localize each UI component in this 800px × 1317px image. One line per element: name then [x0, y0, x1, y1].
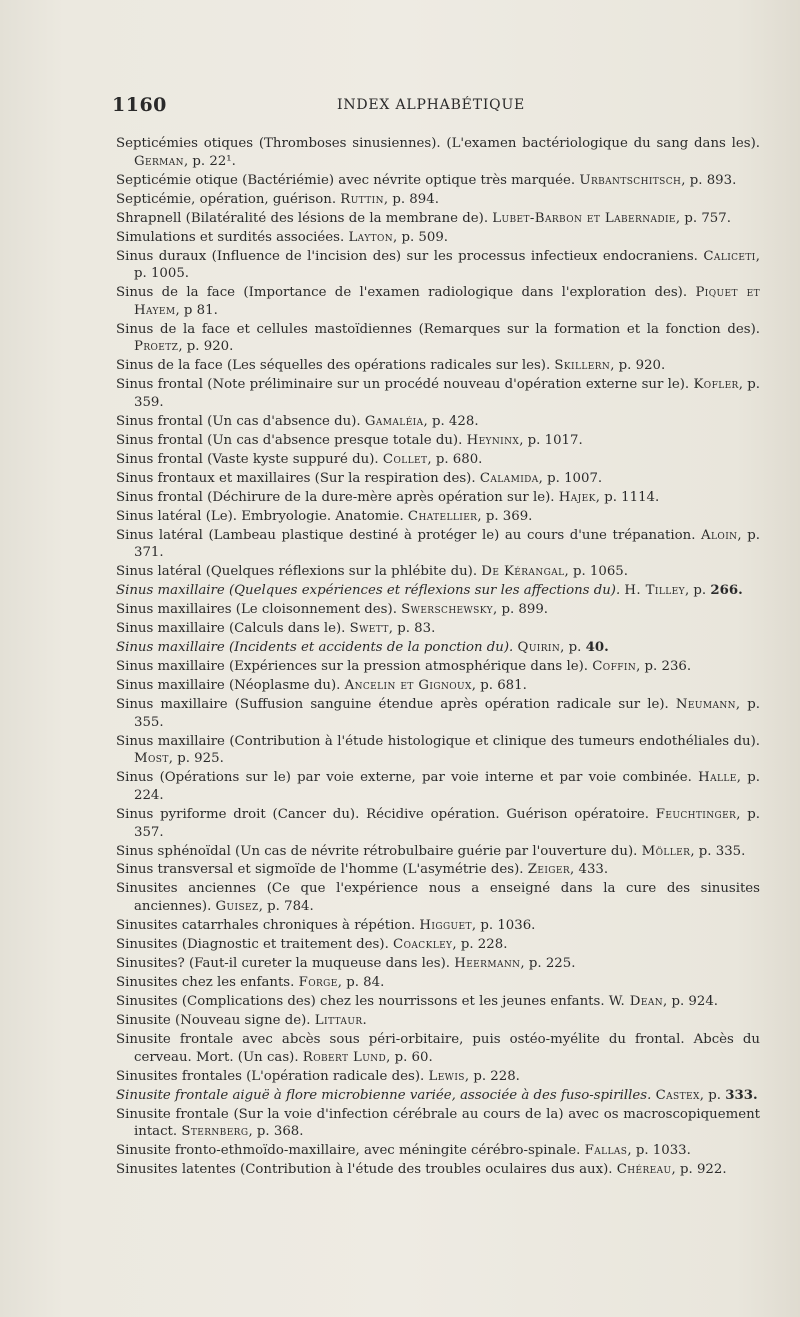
- entry-title: Sinusites chez les enfants.: [116, 975, 299, 990]
- entry-title: Sinus de la face (Les séquelles des opérations radicales sur les).: [116, 358, 555, 374]
- entry-title: Sinus frontal (Un cas d'absence du).: [116, 413, 365, 429]
- index-entry: [116, 1031, 760, 1066]
- entry-title: Sinusite fronto-ethmoïdo-maxillaire, avec méningite cérébro-spinale.: [116, 1143, 585, 1159]
- entry-page: , p. 371.: [134, 527, 760, 561]
- index-entry: [116, 658, 760, 676]
- index-entry: [116, 1161, 760, 1179]
- index-entry: [116, 135, 760, 170]
- entry-title: Sinus maxillaire (Expériences sur la pression atmosphérique dans le).: [116, 659, 593, 675]
- entry-page: , p. 368.: [248, 1124, 304, 1140]
- entry-page: , p. 369.: [477, 508, 533, 524]
- entry-page: , p. 1017.: [519, 432, 583, 448]
- entry-author: Swerschewsky: [401, 602, 493, 618]
- index-entry: [116, 733, 760, 768]
- entry-title: Sinusites anciennes (Ce que l'expérience nous a enseigné dans la cure des sinusites anciennes).: [116, 881, 760, 915]
- entry-author: Lubet-Barbon et Labernadie: [492, 210, 676, 226]
- entry-author: Möller: [641, 843, 691, 859]
- entry-title: Sinus maxillaire (Suffusion sanguine étendue après opération radicale sur le).: [116, 697, 676, 713]
- index-entry: [116, 582, 760, 600]
- entry-page: , p. 236.: [636, 659, 692, 675]
- entry-page: , p.: [560, 640, 586, 656]
- index-entry: [116, 321, 760, 356]
- entry-page: , p 81.: [175, 302, 218, 318]
- entry-page-bold: 40.: [585, 640, 609, 656]
- entry-author: Feuchtinger: [655, 806, 737, 822]
- entry-author: Hajek: [558, 489, 596, 505]
- index-entry: [116, 1087, 760, 1105]
- entry-author: Neumann: [675, 697, 736, 713]
- index-entry: [116, 1068, 760, 1086]
- entry-page: , p. 60.: [386, 1049, 433, 1065]
- entry-page: , p. 224.: [134, 770, 760, 803]
- entry-author: Swett: [349, 621, 389, 637]
- entry-author: H. Tilley: [624, 583, 685, 599]
- entry-page: , p. 84.: [337, 975, 385, 990]
- entry-author: Collet: [382, 451, 428, 467]
- entry-title: Sinus duraux (Influence de l'incision des) sur les processus infectieux endocraniens.: [116, 248, 704, 264]
- index-entry: [116, 955, 760, 973]
- entry-title: Sinus maxillaire (Calculs dans le).: [116, 621, 350, 637]
- entry-title: Septicémie, opération, guérison.: [116, 191, 341, 207]
- entry-page: , p. 228.: [452, 937, 508, 953]
- entry-author: Chatellier: [407, 508, 478, 524]
- entry-title: Sinus (Opérations sur le) par voie externe, par voie interne et par voie combinée.: [116, 770, 699, 786]
- entry-title: Sinus maxillaire (Incidents et accidents de la ponction du).: [116, 640, 518, 656]
- entry-title: Sinus latéral (Lambeau plastique destiné à protéger le) au cours d'une trépanation.: [116, 527, 702, 543]
- entry-page: , p. 894.: [383, 191, 439, 207]
- entry-title: Sinus sphénoïdal (Un cas de névrite rétrobulbaire guérie par l'ouverture du).: [116, 843, 642, 859]
- entry-author: Chéreau: [616, 1162, 672, 1178]
- entry-title: Sinus frontal (Vaste kyste suppuré du).: [116, 451, 383, 467]
- index-entry: [116, 191, 760, 209]
- index-entry: [116, 677, 760, 695]
- entry-title: Sinus de la face et cellules mastoïdiennes (Remarques sur la formation et la fonction des).: [116, 321, 760, 337]
- entry-page: , p. 1114.: [595, 489, 660, 505]
- entry-page: , p. 922.: [671, 1162, 727, 1178]
- index-entry: [116, 917, 760, 935]
- entry-title: Sinus frontal (Note préliminaire sur un procédé nouveau d'opération externe sur le).: [116, 377, 694, 393]
- entry-page: , p. 83.: [388, 621, 436, 637]
- entry-page: , p. 920.: [610, 358, 666, 374]
- index-entry: [116, 936, 760, 954]
- entry-page: , p. 924.: [663, 993, 719, 1009]
- index-entry: [116, 248, 760, 283]
- entry-author: W. Dean: [608, 993, 663, 1009]
- index-entry: [116, 843, 760, 861]
- entry-author: Fallas: [584, 1143, 628, 1159]
- index-entry: [116, 696, 760, 731]
- page-number: 1160: [112, 94, 167, 116]
- entry-author: Lewis: [428, 1068, 465, 1084]
- index-entry: [116, 601, 760, 619]
- page-header: [112, 94, 712, 120]
- entry-page-bold: 266.: [710, 583, 743, 599]
- index-entry: [116, 284, 760, 319]
- index-entry: [116, 229, 760, 247]
- entry-page-bold: 333.: [725, 1087, 758, 1103]
- entry-page: , p. 357.: [134, 806, 760, 840]
- entry-author: Proetz: [134, 339, 179, 355]
- index-entry: [116, 451, 760, 469]
- entry-author: Ancelin et Gignoux: [344, 678, 472, 694]
- entry-author: Kofler: [693, 377, 739, 393]
- index-entry: [116, 563, 760, 581]
- entry-page: , p. 681.: [471, 678, 527, 694]
- entry-author: Gamaléia: [364, 413, 424, 429]
- entry-page: , p.: [699, 1087, 726, 1103]
- entry-author: Skillern: [554, 358, 611, 374]
- entry-title: Sinusites latentes (Contribution à l'étude des troubles oculaires dus aux).: [116, 1162, 617, 1178]
- entry-author: Heyninx: [466, 432, 520, 448]
- entry-title: Sinusite frontale (Sur la voie d'infection cérébrale au cours de la) avec os macroscopiquement intact.: [116, 1106, 760, 1140]
- entry-author: Halle: [698, 770, 737, 786]
- entry-author: Sternberg: [181, 1124, 249, 1140]
- entry-author: Coackley: [393, 937, 453, 953]
- entry-title: Sinus frontaux et maxillaires (Sur la respiration des).: [116, 470, 480, 486]
- entry-title: Sinusites (Diagnostic et traitement des).: [116, 937, 394, 953]
- entry-title: Sinusites catarrhales chroniques à répétion.: [116, 918, 420, 934]
- entry-author: German: [134, 153, 184, 169]
- entry-page: , p. 225.: [520, 956, 576, 972]
- entry-author: Aloin: [701, 527, 738, 543]
- index-entry: [116, 861, 760, 879]
- entry-page: , p. 1033.: [627, 1143, 691, 1159]
- entry-title: Sinus maxillaire (Quelques expériences et réflexions sur les affections du).: [116, 583, 625, 599]
- entry-title: Sinus transversal et sigmoïde de l'homme (L'asymétrie des).: [116, 862, 528, 878]
- index-entry: [116, 639, 760, 657]
- entry-author: Littaur: [314, 1012, 363, 1028]
- entry-page: , p. 355.: [134, 697, 760, 730]
- entry-author: Piquet et Hayem: [134, 285, 760, 318]
- index-entry: [116, 470, 760, 488]
- entry-author: Quirin: [517, 640, 561, 656]
- entry-page: , p. 784.: [258, 899, 314, 915]
- index-entry: [116, 993, 760, 1011]
- index-entry: [116, 357, 760, 375]
- entry-title: Sinus frontal (Un cas d'absence presque totale du).: [116, 432, 467, 448]
- entry-title: Shrapnell (Bilatéralité des lésions de la membrane de).: [116, 210, 493, 226]
- entry-author: Robert Lund: [302, 1049, 387, 1065]
- entry-page: , p. 899.: [492, 602, 549, 618]
- entry-page: , p. 757.: [675, 210, 731, 226]
- entry-author: Ruttin: [340, 191, 384, 207]
- index-entry: [116, 1142, 760, 1160]
- entry-author: Urbantschitsch: [579, 172, 682, 188]
- entry-title: Sinusites (Complications des) chez les nourrissons et les jeunes enfants.: [116, 993, 609, 1009]
- entry-page: , p. 1036.: [471, 918, 536, 934]
- index-entries: [116, 135, 760, 1180]
- entry-title: Sinusite (Nouveau signe de).: [116, 1012, 315, 1028]
- entry-title: Sinusites? (Faut-il cureter la muqueuse dans les).: [116, 956, 455, 972]
- entry-title: Simulations et surdités associées.: [116, 229, 349, 245]
- index-entry: [116, 376, 760, 411]
- index-entry: [116, 1012, 760, 1030]
- index-entry: [116, 210, 760, 228]
- entry-page: , p. 1065.: [564, 564, 628, 580]
- entry-author: De Kérangal: [481, 564, 565, 580]
- index-entry: [116, 769, 760, 804]
- entry-title: Sinus maxillaire (Néoplasme du).: [116, 678, 345, 694]
- entry-page: , p. 22¹.: [183, 153, 236, 169]
- entry-page: , p. 680.: [427, 451, 483, 467]
- index-entry: [116, 508, 760, 526]
- entry-title: Sinus pyriforme droit (Cancer du). Récidive opération. Guérison opératoire.: [116, 806, 656, 822]
- entry-author: Coffin: [592, 659, 637, 675]
- index-entry: [116, 489, 760, 507]
- entry-author: Forge: [298, 975, 338, 990]
- entry-author: Zeiger: [527, 862, 571, 878]
- entry-page: , p. 920.: [178, 339, 234, 355]
- index-entry: [116, 620, 760, 638]
- index-entry: [116, 880, 760, 915]
- entry-page: , p. 428.: [423, 413, 479, 429]
- entry-author: Guisez: [215, 899, 259, 915]
- entry-title: Septicémies otiques (Thromboses sinusiennes). (L'examen bactériologique du sang dans les).: [116, 136, 760, 151]
- entry-page: , p. 893.: [681, 172, 737, 188]
- entry-page: , p. 1005.: [134, 248, 760, 282]
- entry-page: , p. 1007.: [538, 470, 603, 486]
- entry-page: , p. 228.: [464, 1068, 520, 1084]
- entry-page: , 433.: [570, 862, 609, 878]
- entry-title: Sinus maxillaires (Le cloisonnement des).: [116, 602, 402, 618]
- index-entry: [116, 172, 760, 190]
- index-entry: [116, 413, 760, 431]
- entry-title: Septicémie otique (Bactériémie) avec névrite optique très marquée.: [116, 172, 580, 188]
- entry-title: Sinus latéral (Le). Embryologie. Anatomie.: [116, 508, 408, 524]
- entry-title: Sinusite frontale aiguë à flore microbienne variée, associée à des fuso-spirilles.: [116, 1087, 656, 1103]
- entry-title: Sinus maxillaire (Contribution à l'étude histologique et clinique des tumeurs endothéliales du).: [116, 733, 760, 749]
- entry-page: , p. 359.: [134, 377, 760, 410]
- entry-author: Higguet: [419, 918, 472, 934]
- entry-author: Heermann: [454, 956, 521, 972]
- entry-title: Sinus de la face (Importance de l'examen radiologique dans l'exploration des).: [116, 285, 696, 301]
- index-entry: [116, 806, 760, 841]
- entry-page: , p. 509.: [393, 229, 449, 245]
- entry-author: Caliceti: [703, 248, 756, 264]
- index-entry: [116, 432, 760, 450]
- entry-author: Layton: [348, 229, 393, 245]
- entry-title: Sinus latéral (Quelques réflexions sur la phlébite du).: [116, 564, 482, 580]
- entry-page: , p. 335.: [690, 843, 746, 859]
- entry-title: Sinus frontal (Déchirure de la dure-mère après opération sur le).: [116, 489, 559, 505]
- entry-page: .: [362, 1012, 367, 1028]
- index-entry: [116, 974, 760, 992]
- entry-page: , p.: [684, 583, 711, 599]
- entry-author: Castex: [655, 1087, 700, 1103]
- entry-author: Calamida: [479, 470, 539, 486]
- entry-page: , p. 925.: [168, 751, 224, 767]
- index-entry: [116, 527, 760, 562]
- index-entry: [116, 1106, 760, 1141]
- entry-title: Sinusite frontale avec abcès sous péri-orbitaire, puis ostéo-myélite du frontal. Abcès du cerveau. Mort. (Un cas).: [116, 1031, 760, 1065]
- entry-author: Most: [134, 751, 169, 767]
- running-title: INDEX ALPHABÉTIQUE: [337, 97, 526, 113]
- entry-title: Sinusites frontales (L'opération radicale des).: [116, 1068, 429, 1084]
